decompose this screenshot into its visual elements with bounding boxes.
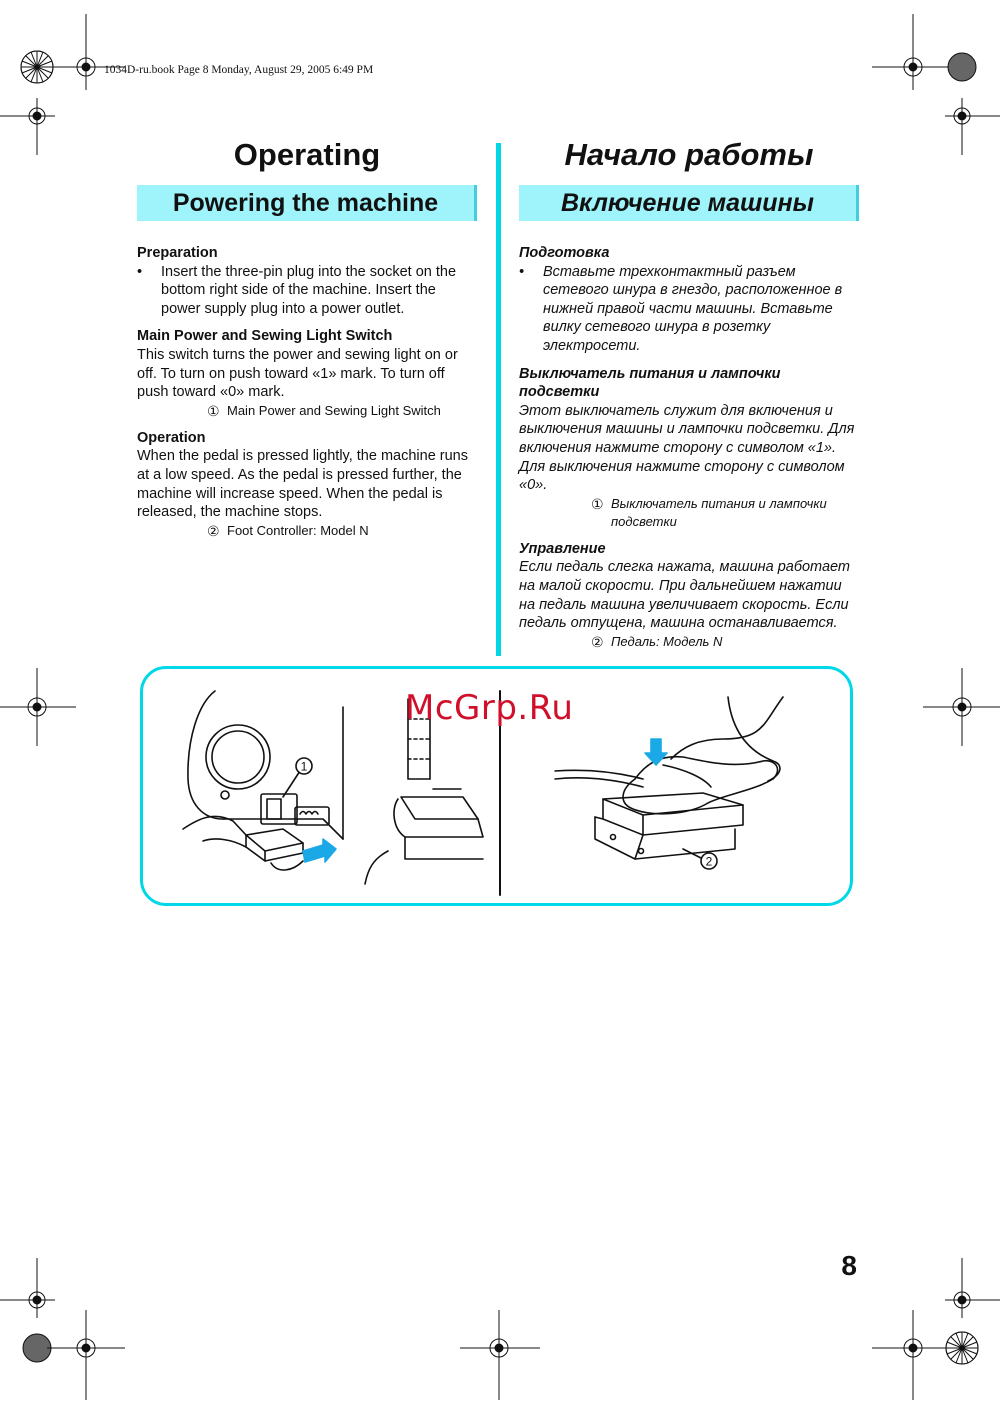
- callout-number: ①: [591, 495, 604, 512]
- page-title: Operating: [233, 137, 381, 172]
- switch-text: This switch turns the power and sewing light on or off. To turn on push toward «1» mark. To turn off push toward «0» mark.: [137, 346, 458, 401]
- crosshair-icon: [872, 1310, 950, 1400]
- registration-mark-icon: [946, 1332, 978, 1364]
- english-column: [137, 135, 477, 540]
- page-number: 8: [841, 1250, 857, 1281]
- callout-number: ②: [207, 522, 220, 539]
- watermark-text: McGrp.Ru: [405, 688, 574, 728]
- crosshair-icon: [945, 1258, 1000, 1318]
- caption-text: Foot Controller: Model N: [227, 522, 369, 538]
- section-title: Powering the machine: [137, 185, 477, 221]
- callout-1-label: 1: [300, 759, 308, 774]
- crosshair-icon: [872, 14, 950, 90]
- switch-text-ru: Этот выключатель служит для включения и выключения машины и лампочки подсветки. Для включения нажмите сторону с символом «1». Для выключения нажмите сторону с символом «0».: [519, 402, 855, 494]
- page-title-ru: Начало работы: [564, 137, 814, 172]
- crosshair-icon: [47, 14, 125, 90]
- switch-heading-ru: Выключатель питания и лампочки подсветки: [519, 365, 781, 401]
- crosshair-icon: [923, 668, 1000, 746]
- crosshair-icon: [0, 668, 76, 746]
- crosshair-icon: [47, 1310, 125, 1400]
- crosshair-icon: [0, 98, 55, 155]
- crosshair-icon: [945, 98, 1000, 155]
- bullet-icon: •: [137, 263, 143, 280]
- caption-text: Педаль: Модель N: [611, 633, 723, 649]
- section-title-ru: Включение машины: [519, 185, 859, 221]
- list-item: [519, 263, 859, 356]
- callout-2-label: 2: [705, 854, 713, 869]
- callout-number: ②: [591, 633, 604, 650]
- caption-foot-controller: [137, 522, 477, 540]
- operation-heading: Operation: [137, 429, 206, 446]
- operation-text-ru: Если педаль слегка нажата, машина работает на малой скорости. При дальнейшем нажатии на педаль машина увеличивает скорость. Если педаль отпущена, машина останавливается.: [519, 559, 851, 632]
- russian-content: [519, 244, 859, 651]
- print-header: 1034D-ru.book Page 8 Monday, August 29, 2005 6:49 PM: [104, 64, 374, 76]
- switch-heading: Main Power and Sewing Light Switch: [137, 328, 393, 345]
- bullet-icon: •: [519, 263, 525, 280]
- caption-switch: [137, 402, 477, 420]
- list-item: [137, 263, 477, 319]
- russian-column: [519, 135, 859, 651]
- callout-number: ①: [207, 402, 220, 419]
- foot-controller-drawing: [555, 697, 783, 869]
- english-content: [137, 244, 477, 540]
- preparation-heading: Preparation: [137, 245, 218, 261]
- preparation-text: Insert the three-pin plug into the socket on the bottom right side of the machine. Insert the power supply plug into a power outlet.: [161, 263, 457, 317]
- preparation-text-ru: Вставьте трехконтактный разъем сетевого шнура в гнездо, расположенное в нижней правой части машины. Вставьте вилку сетевого шнура в розетку электросети.: [543, 263, 843, 354]
- caption-text: Main Power and Sewing Light Switch: [227, 402, 441, 418]
- caption-text: Выключатель питания и лампочки подсветки: [611, 495, 827, 529]
- crosshair-icon: [460, 1310, 540, 1400]
- caption-foot-controller-ru: [519, 633, 859, 651]
- caption-switch-ru: [519, 495, 859, 531]
- operation-text: When the pedal is pressed lightly, the machine runs at a low speed. As the pedal is pressed further, the machine will increase speed. When the pedal is released, the machine stops.: [137, 448, 468, 521]
- operation-heading-ru: Управление: [519, 540, 606, 557]
- preparation-heading-ru: Подготовка: [519, 245, 610, 261]
- column-divider: [496, 143, 501, 656]
- crosshair-icon: [0, 1258, 55, 1318]
